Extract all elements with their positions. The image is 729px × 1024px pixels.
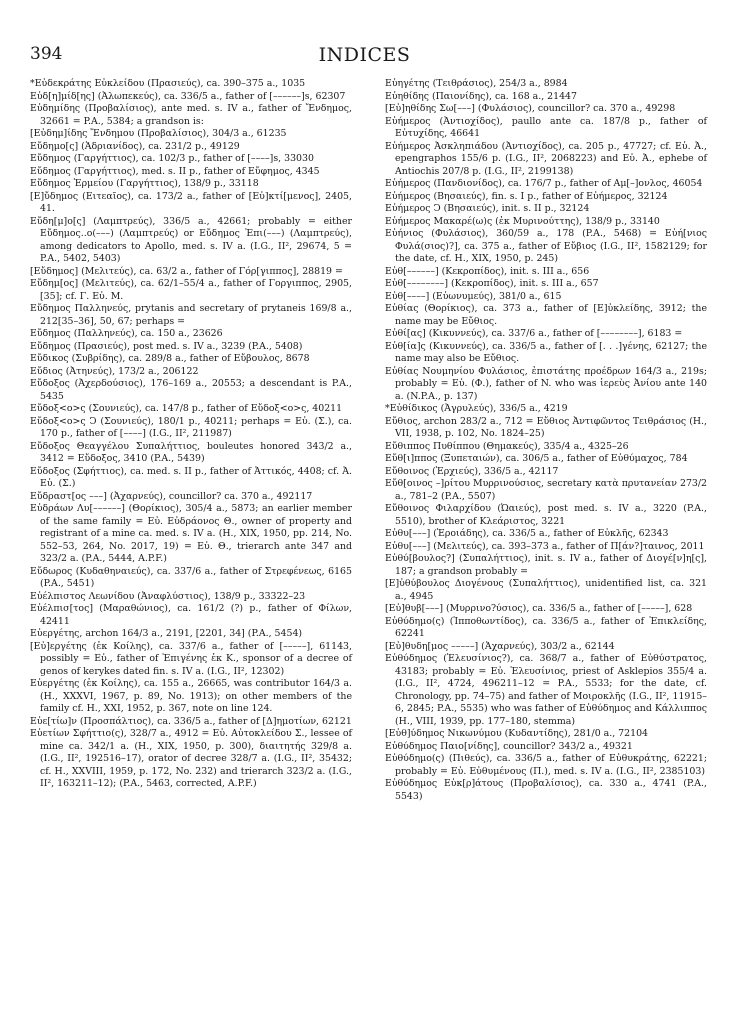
index-entry: *Εὐθίδικος (Ἀγρυλεύς), 336/5 a., 4219: [385, 403, 568, 414]
index-entry: Εὐήμερος (Βησαιεύς), fin. s. I p., father of Εὐήμερος, 32124: [385, 190, 668, 202]
index-entry: Εὐήμερος Ἀσκληπιάδου (Ἀντιοχίδος), ca. 205 p., 47727; cf. Εὐ. Ἀ., epengraphos 155/6 p. (I.G., II², 2068223) and Εὐ. Ἀ., ephebe of Antiochis 207/8 p. (I.G., II², 2199138): [385, 140, 707, 177]
index-entry: Εὐδημίδης (Προβαλίσιος), ante med. s. IV a., father of Ἔνδημος, 32661 = P.A., 5384; a grandson is:: [30, 103, 352, 127]
index-entry: Εὐδράων Λυ[––––––] (Θορίκιος), 305/4 a., 5873; an earlier member of the same family = Εὐ. Εὐδράονος Θ., owner of property and registrant of a mine ca. med. s. IV a. (H., XIX, 1950, pp. 214, No. 552–53, 264, No. 2017, 19) = Εὐ. Θ., trierarch ante 347 and 323/2 a. (P.A., 5444, A.P.F.): [30, 503, 352, 564]
index-entry: Εὔθ[οινος –]ρίτου Μυρρινούσιος, secretary κατὰ πρυτανείαν 273/2 a., 781–2 (P.A., 5507): [385, 478, 707, 502]
index-entry: Εὔδη[μ]ο[ς] (Λαμπτρεύς), 336/5 a., 42661; probably = either Εὔδημος..ο(–––) (Λαμπτρεύς) or Εὔδημος Ἐπι(–––) (Λαμπτρεύς), among dedicators to Apollo, med. s. IV a. (I.G., II², 29674, 5 = P.A., 5402, 5403): [30, 215, 352, 264]
index-entry: [Εὐδημ]ίδης Ἔνδημου (Προβαλίσιος), 304/3 a., 61235: [30, 128, 287, 139]
index-entry: Εὔδιος (Ἀτηνεύς), 173/2 a., 206122: [30, 365, 199, 377]
index-entry: *Εὐδεκράτης Εὐκλείδου (Πρασιεύς), ca. 390–375 a., 1035: [30, 78, 306, 89]
index-entry: Εὐηγέτης (Τειθράσιος), 254/3 a., 8984: [385, 78, 568, 89]
index-entry: Εὔδοξος (Σφήττιος), ca. med. s. II p., father of Ἀττικός, 4408; cf. Ἀ. Εὐ. (Σ.): [30, 465, 352, 489]
index-entry: Εὔδημος (Παλληνεύς), ca. 150 a., 23626: [30, 328, 223, 339]
index-entry: [Εὐθ]ύδημος Νικωνύμου (Κυδαντίδης), 281/0 a., 72104: [385, 728, 649, 739]
index-entry: Εὔδημος (Γαργήττιος), ca. 102/3 p., father of [––––]s, 33030: [30, 153, 314, 164]
index-entry: Εὔδημος Ἑρμείου (Γαργήττιος), 138/9 p., 33118: [30, 178, 259, 189]
index-entry: Εὐεργέτης, archon 164/3 a., 2191, [2201, 34] (P.A., 5454): [30, 628, 303, 639]
index-entry: Εὔθοινος (Ἐρχιεύς), 336/5 a., 42117: [385, 465, 559, 477]
index-entry: Εὐήμερος (Πανδιονίδος), ca. 176/7 p., father of Αμ[–]ονλος, 46054: [385, 178, 703, 189]
index-entry: Εὐθ[––––––] (Κεκροπίδος), init. s. III a., 656: [385, 265, 590, 277]
index-entry: Εὐηθίδης (Παιονίδης), ca. 168 a., 21447: [385, 90, 577, 102]
index-entry: Εὐήνιος (Φυλάσιος), 360/59 a., 178 (P.A., 5468) = Εὐή[νιος Φυλά(σιος)?], ca. 375 a., father of Εὔβιος (I.G., II², 1582129; for the date, cf. H., XIX, 1950, p. 245): [385, 228, 707, 264]
index-entry: [Ε]ὐθύβουλος Διογένους (Συπαλήττιος), unidentified list, ca. 321 a., 4945: [385, 578, 707, 602]
index-entry: Εὐθίας (Θορίκιος), ca. 373 a., father of [Ε]ὐκλείδης, 3912; the name may be Εὔθιος.: [385, 303, 707, 327]
index-entry: Εὐέλπιστος Λεωνίδου (Ἀναφλύστιος), 138/9 p., 33322–23: [30, 590, 306, 602]
index-entry: Εὐθ[––––] (Εὐωνυμεύς), 381/0 a., 615: [385, 290, 562, 302]
index-entry: Εὔθοινος Φιλαρχίδου (Ὠαιεύς), post med. s. IV a., 3220 (P.A., 5510), brother of Κλεάριστος, 3221: [385, 503, 707, 527]
index-entry: Εὐθύδημος (Ἐλευσίνιος?), ca. 368/7 a., father of Εὐθύστρατος, 43183; probably = Εὐ. Ἐλευσίνιος, priest of Asklepios 355/4 a. (I.G., II², 4724, 496211–12 = P.A., 5533; for the date, cf. Chronology, pp. 74–75) and father of Μοιροκλῆς (I.G., II², 11915–6, 2845; P.A., 5535) who was father of Εὐθύδημος and Κάλλιππος (H., VIII, 1939, pp. 177–180, stemma): [385, 653, 707, 727]
running-head: INDICES: [318, 44, 411, 66]
index-entry: Εὐθύδημο(ς) (Ἱπποθωντίδος), ca. 336/5 a., father of Ἐπικλείδης, 62241: [385, 615, 707, 639]
index-column-left: [30, 78, 352, 791]
index-entry: Εὐθί[ας] (Κικυννεύς), ca. 337/6 a., father of [––––––––], 6183 =: [385, 328, 683, 339]
index-entry: Εὔθιππος Πυθίππου (Θημακεύς), 335/4 a., 4325–26: [385, 440, 629, 452]
index-entry: Εὐθυ[–––] (Μελιτεύς), ca. 393–373 a., father of Π[άν?]ταινος, 2011: [385, 540, 705, 552]
index-entry: [Εὐ]θυβ[–––] (Μυρρινο?ύσιος), ca. 336/5 a., father of [–––––], 628: [385, 603, 693, 614]
index-entry: Εὐετίων Σφήττιο(ς), 328/7 a., 4912 = Εὐ. Αὐτοκλείδου Σ., lessee of mine ca. 342/1 a. (H., XIX, 1950, p. 300), διαιτητής 329/8 a. (I.G., II², 192516–17), orator of decree 328/7 a. (I.G., II², 35432; cf. H., XXVIII, 1959, p. 172, No. 232) and trierarch 323/2 a. (I.G., II², 163211–12); (P.A., 5463, corrected, A.P.F.): [30, 728, 352, 789]
index-entry: Εὔδημο[ς] (Ἁδριανίδος), ca. 231/2 p., 49129: [30, 140, 240, 152]
index-entry: Εὐθύδημος Παιο[νίδης], councillor? 343/2 a., 49321: [385, 740, 633, 752]
index-entry: [Ε]ὔδημος (Ειτεαῖος), ca. 173/2 a., father of [Εὐ]κτί[μενος], 2405, 41.: [30, 190, 352, 214]
index-entry: Εὔδοξος Θεαγγέλου Συπαλήττιος, bouleutes honored 343/2 a., 3412 = Εὔδοξος, 3410 (P.A., 5439): [30, 440, 352, 464]
page-header: [28, 44, 701, 68]
index-entry: Εὐήμερος (Ἀντιοχίδος), paullo ante ca. 187/8 p., father of Εὐτυχίδης, 46641: [385, 115, 707, 139]
index-entry: Εὐεργέτης (ἐκ Κοίλης), ca. 155 a., 26665, was contributor 164/3 a. (H., XXXVI, 1967, p. 89, No. 1913); on other members of the family cf. H., XXI, 1952, p. 367, note on line 124.: [30, 678, 352, 714]
index-entry: [Εὔδημος] (Μελιτεύς), ca. 63/2 a., father of Γόρ[γιππος], 28819 =: [30, 265, 343, 277]
index-entry: Εὔδημος Παλληνεύς, prytanis and secretary of prytaneis 169/8 a., 212[35–36], 50, 67; perhaps =: [30, 303, 352, 327]
index-entry: [Εὐ]ηθίδης Σω[–––] (Φυλάσιος), councillor? ca. 370 a., 49298: [385, 103, 676, 114]
index-entry: Εὔθ[ι]ππος (Ξυπεταιών), ca. 306/5 a., father of Εὐθύμαχος, 784: [385, 453, 688, 464]
index-entry: Εὐθύδημος Εὐκ[ρ]άτους (Προβαλίσιος), ca. 330 a., 4741 (P.A., 5543): [385, 778, 707, 802]
index-entry: [Εὐ]εργέτης (ἐκ Κοίλης), ca. 337/6 a., father of [–––––], 61143, possibly = Εὐ., father of Ἐπιγένης ἐκ Κ., sponsor of a decree of genos of kerykes dated fin. s. IV a. (I.G., II², 12302): [30, 640, 352, 677]
index-entry: Εὔδημος (Πρασιεύς), post med. s. IV a., 3239 (P.A., 5408): [30, 340, 303, 352]
index-entry: Εὔδημ[ος] (Μελιτεύς), ca. 62/1–55/4 a., father of Γοργιππος, 2905, [35]; cf. Γ. Εὐ. Μ.: [30, 278, 352, 302]
index-entry: Εὔθιος, archon 283/2 a., 712 = Εὔθιος Ἀντιφῶντος Τειθράσιος (H., VII, 1938, p. 102, No. 1824–25): [385, 415, 707, 439]
index-entry: Εὔδραστ[ος –––] (Ἀχαρνεύς), councillor? ca. 370 a., 492117: [30, 490, 313, 502]
index-entry: Εὔδωρος (Κυδαθηναιεύς), ca. 337/6 a., father of Στρεφένεως, 6165 (P.A., 5451): [30, 565, 352, 589]
index-entry: Εὐήμερος Μακαρέ(ω)ς (ἐκ Μυρινούττης), 138/9 p., 33140: [385, 215, 660, 227]
index-entry: Εὐθυ[–––] (Ἐροιάδης), ca. 336/5 a., father of Εὐκλῆς, 62343: [385, 528, 669, 539]
index-entry: Εὔδοξ<ο>ς Ͻ (Σουνιεύς), 180/1 p., 40211; perhaps = Εὐ. (Σ.), ca. 170 p., father of [––––] (I.G., II², 211987): [30, 415, 352, 439]
index-entry: Εὐθ[ία]ς (Κικυννεύς), ca. 336/5 a., father of [. . .]γένης, 62127; the name may also be Εὔθιος.: [385, 340, 707, 364]
index-entry: Εὐήμερος Ͻ (Βησαιεύς), init. s. II p., 32124: [385, 203, 590, 214]
index-entry: Εὐθ[––––––––] (Κεκροπίδος), init. s. III a., 657: [385, 278, 599, 289]
index-entry: Εὐδ[η]μίδ[ης] (Ἀλωπεκεύς), ca. 336/5 a., father of [––––––]s, 62307: [30, 90, 346, 102]
index-entry: Εὔδοξος (Ἀχερδούσιος), 176–169 a., 20553; a descendant is P.A., 5435: [30, 378, 352, 402]
index-column-right: [385, 78, 707, 803]
index-entry: Εὐέλπισ[τος] (Μαραθώνιος), ca. 161/2 (?) p., father of Φίλων, 42411: [30, 603, 352, 627]
index-entry: Εὐθίας Νουμηνίου Φυλάσιος, ἐπιστάτης προέδρων 164/3 a., 219s; probably = Εὐ. (Φ.), father of N. who was ἱερεὺς Ἀνίου ante 140 a. (N.P.A., p. 137): [385, 365, 707, 402]
index-entry: Εὐε[τίω]ν (Προσπάλτιος), ca. 336/5 a., father of [Δ]ημοτίων, 62121: [30, 715, 352, 727]
index-entry: [Εὐ]θυδη[μος –––––] (Ἀχαρνεύς), 303/2 a., 62144: [385, 640, 615, 652]
index-entry: Εὐθύδημο(ς) (Πιθεύς), ca. 336/5 a., father of Εὐθυκράτης, 62221; probably = Εὐ. Εὐθυμένους (Π.), med. s. IV a. (I.G., II², 2385103): [385, 753, 707, 777]
index-entry: Εὔδικος (Συβρίδης), ca. 289/8 a., father of Εὔβουλος, 8678: [30, 353, 310, 364]
index-entry: Εὔδημος (Γαργήττιος), med. s. II p., father of Εὔφημος, 4345: [30, 165, 320, 177]
index-entry: Εὔδοξ<ο>ς (Σουνιεύς), ca. 147/8 p., father of Εὔδοξ<ο>ς, 40211: [30, 403, 343, 414]
index-entry: Εὐθύ[βουλος?] (Συπαλήττιος), init. s. IV a., father of Διογέ[ν]η[ς], 187; a grandson probably =: [385, 553, 707, 577]
page-number: 394: [30, 44, 63, 64]
